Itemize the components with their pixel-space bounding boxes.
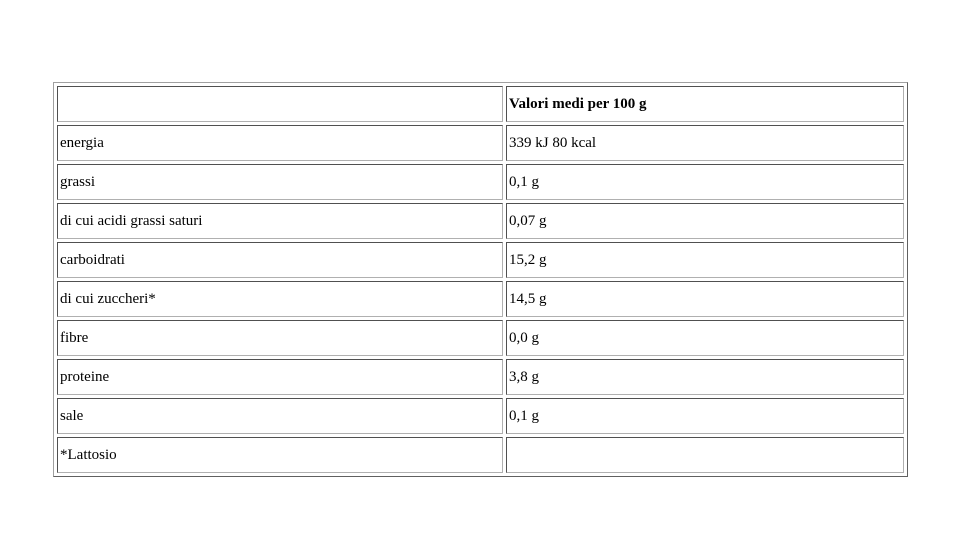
header-label-cell: [57, 86, 503, 122]
table-row: [57, 437, 904, 473]
nutrient-label: proteine: [57, 359, 503, 395]
nutrient-value: 0,07 g: [506, 203, 904, 239]
header-value-cell: Valori medi per 100 g: [506, 86, 904, 122]
nutrient-value: 14,5 g: [506, 281, 904, 317]
table-row: [57, 359, 904, 395]
nutrition-table: [53, 82, 908, 477]
table-row: [57, 398, 904, 434]
nutrient-value: 0,1 g: [506, 398, 904, 434]
nutrient-label: carboidrati: [57, 242, 503, 278]
table-header-row: [57, 86, 904, 122]
nutrient-value: 339 kJ 80 kcal: [506, 125, 904, 161]
nutrient-value: 15,2 g: [506, 242, 904, 278]
table-row: [57, 164, 904, 200]
nutrient-label: grassi: [57, 164, 503, 200]
footnote-value: [506, 437, 904, 473]
table-row: [57, 281, 904, 317]
table-row: [57, 320, 904, 356]
nutrient-label: energia: [57, 125, 503, 161]
nutrient-label: di cui acidi grassi saturi: [57, 203, 503, 239]
table-row: [57, 203, 904, 239]
table-row: [57, 242, 904, 278]
nutrient-value: 3,8 g: [506, 359, 904, 395]
nutrient-value: 0,0 g: [506, 320, 904, 356]
nutrient-label: di cui zuccheri*: [57, 281, 503, 317]
nutrient-value: 0,1 g: [506, 164, 904, 200]
footnote-label: *Lattosio: [57, 437, 503, 473]
nutrient-label: fibre: [57, 320, 503, 356]
nutrient-label: sale: [57, 398, 503, 434]
table-row: [57, 125, 904, 161]
